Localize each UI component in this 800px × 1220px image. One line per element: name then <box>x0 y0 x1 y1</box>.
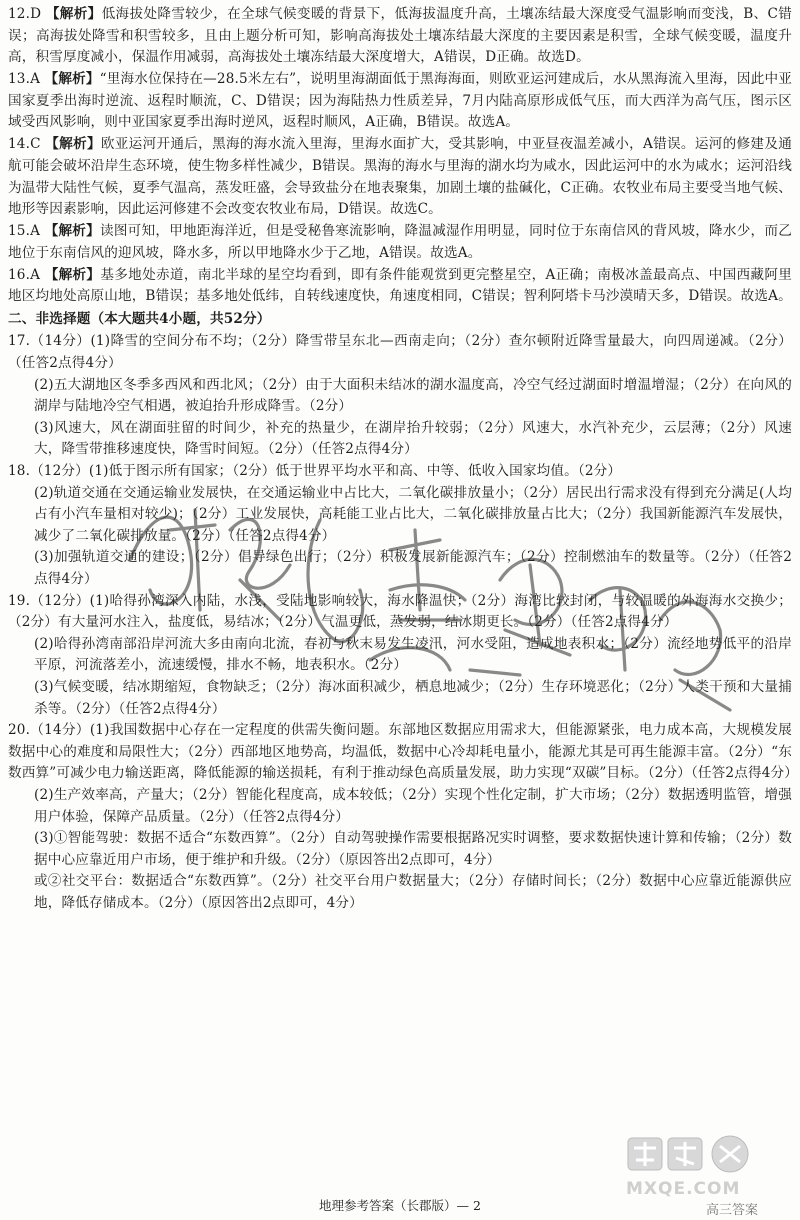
answer-q16 <box>8 265 792 308</box>
answer-q17-part2: (2)五大湖地区冬季多西风和西北风；（2分）由于大面积未结冰的湖水温度高，冷空气经过湖面时增温增湿；（2分）在向风的湖岸与陆地冷空气相遇，被迫抬升形成降雪。（2分） <box>34 376 792 415</box>
answer-content <box>8 4 798 915</box>
answer-q17-part1: 17.（14分）(1)降雪的空间分布不均；（2分）降雪带呈东北—西南走向；（2分）查尔顿附近降雪量最大，向四周递减。（2分）（任答2点得4分） <box>8 333 792 372</box>
answer-q19-part2: (2)哈得孙湾南部沿岸河流大多由南向北流，春初与秋末易发生凌汛，河水受阻，造成地表积水；（2分）流经地势低平的沿岸平原，河流落差小，流速缓慢，排水不畅，地表积水。（2分） <box>34 635 792 674</box>
answer-q20-part3: (3)①智能驾驶：数据不适合“东数西算”。（2分）自动驾驶操作需要根据路况实时调整，要求数据快速计算和传输；（2分）数据中心应靠近用户市场，便于维护和升级。（2分）（原因答出2点即可，4分） <box>34 830 792 868</box>
answer-q14 <box>8 134 792 220</box>
question-number: 13.A <box>8 71 41 88</box>
answer-text: 低海拔处降雪较少，在全球气候变暖的背景下，低海拔温度升高，土壤冻结最大深度受气温影响而变浅，B、C错误；高海拔处降雪和积雪较多，且由上题分析可知，影响高海拔处土壤冻结最大深度的主要因素是积雪，全球气候变暖，温度升高，积雪厚度减小，保温作用减弱，高海拔处土壤冻结最大深度增大，A错误，D正确。故选D。 <box>8 6 792 66</box>
answer-q18-part3: (3)加强轨道交通的建设；（2分）倡导绿色出行；（2分）积极发展新能源汽车；（2分）控制燃油车的数量等。（2分）（任答2点得4分） <box>34 549 792 587</box>
svg-text:MXQE.COM: MXQE.COM <box>626 1179 741 1199</box>
answer-q17-part3: (3)风速大，风在湖面驻留的时间少，补充的热量少，在湖岸抬升较弱；（2分）风速大，水汽补充少，云层薄；（2分）风速大，降雪带推移速度快，降雪时间短。（2分）（任答2点得4分） <box>34 419 792 458</box>
answer-q20-part1: 20.（14分）(1)我国数据中心存在一定程度的供需失衡问题。东部地区数据应用需求大，但能源紧张，电力成本高，大规模发展数据中心的难度和局限性大；（2分）西部地区地势高，均温低，数据中心冷却耗电量小，能源尤其是可再生能源丰富。（2分）“东数西算”可减少电力输送距离，降低能源的输送损耗，有利于推动绿色高质量发展，助力实现“双碳”目标。（2分）（任答2点得4分） <box>8 722 798 782</box>
answer-q20-part4: 或②社交平台：数据适合“东数西算”。（2分）社交平台用户数据量大；（2分）存储时间长；（2分）数据中心应靠近能源供应地，降低存储成本。（2分）（原因答出2点即可，4分） <box>34 873 792 911</box>
question-number: 12.D <box>8 6 42 22</box>
answer-text: “里海水位保持在—28.5米左右”，说明里海湖面低于黑海海面，则欧亚运河建成后，水从黑海流入里海，因此中亚国家夏季出海时逆流、返程时顺流，C、D错误；因为海陆热力性质差异，7月内陆高原形成低气压，而大西洋为高气压，图示区域受西风影响，则中亚国家夏季出海时逆风，返程时顺风，A正确，B错误。故选A。 <box>8 71 792 131</box>
answer-q18-part1: 18.（12分）(1)低于图示所有国家；（2分）低于世界平均水平和高、中等、低收入国家均值。（2分） <box>8 463 622 480</box>
svg-text:高三答案: 高三答案 <box>706 1203 759 1218</box>
analysis-tag: 【解析】 <box>44 266 101 283</box>
section-heading: 二、非选择题（本大题共4小题，共52分） <box>8 310 271 327</box>
answer-q13 <box>8 69 792 134</box>
answer-text: 欧亚运河开通后，黑海的海水流入里海，里海水面扩大，受其影响，中亚昼夜温差减小，A错误。运河的修建及通航可能会破坏沿岸生态环境，使生物多样性减少，B错误。黑海的海水与里海的湖水均为咸水，因此运河中的水为咸水；运河沿线为温带大陆性气候，夏季气温高，蒸发旺盛，会导致盐分在地表聚集，加剧土壤的盐碱化，C正确。农牧业布局主要受当地气候、地形等因素影响，因此运河修建不会改变农牧业布局，D错误。故选C。 <box>8 136 792 218</box>
answer-text: 读图可知，甲地距海洋近，但是受秘鲁寒流影响，降温减湿作用明显，同时位于东南信风的背风坡，降水少，而乙地位于东南信风的迎风坡，降水多，所以甲地降水少于乙地，A错误。故选A。 <box>8 223 792 261</box>
analysis-tag: 【解析】 <box>45 6 102 22</box>
question-number: 15.A <box>8 223 41 240</box>
answer-q12 <box>8 4 792 69</box>
answer-q19-part1: 19.（12分）(1)哈得孙湾深入内陆，水浅，受陆地影响较大，海水降温快；（2分）海湾比较封闭，与较温暖的外海海水交换少；（2分）有大量河水注入，盐度低，易结冰；（2分）气温更低，蒸发弱，结冰期更长。（2分）（任答2点得4分） <box>8 592 792 631</box>
question-number: 14.C <box>8 136 41 153</box>
answer-q19-part3: (3)气候变暖，结冰期缩短，食物缺乏；（2分）海冰面积减少，栖息地减少；（2分）生存环境恶化；（2分）人类干预和大量捕杀等。（2分）（任答2点得4分） <box>34 678 792 717</box>
page-footer: 地理参考答案（长郡版）— 2 <box>319 1198 481 1213</box>
answer-q18-part2: (2)轨道交通在交通运输业发展快，在交通运输业中占比大，二氧化碳排放量小；（2分）居民出行需求没有得到充分满足(人均占有小汽车量相对较少)；（2分）工业发展快，高耗能工业占比大，二氧化碳排放量占比大；（2分）我国新能源汽车发展快，减少了二氧化碳排放量。（2分）（任答2点得4分） <box>34 484 792 544</box>
analysis-tag: 【解析】 <box>44 71 100 88</box>
analysis-tag: 【解析】 <box>45 136 101 153</box>
answer-q15 <box>8 221 792 264</box>
answer-q20-part2: (2)生产效率高，产量大；（2分）智能化程度高，成本较低；（2分）实现个性化定制，扩大市场；（2分）数据透明监管，增强用户体验，保障产品质量。（2分）（任答2点得4分） <box>34 786 792 825</box>
analysis-tag: 【解析】 <box>44 223 100 240</box>
question-number: 16.A <box>8 266 41 283</box>
answer-text: 基多地处赤道，南北半球的星空均看到，即有条件能观赏到更完整星空，A正确；南极冰盖最高点、中国西藏阿里地区均地处高原山地，B错误；基多地处低纬，自转线速度快，角速度相同，C错误；智利阿塔卡马沙漠晴天多，D错误。故选A。 <box>8 266 792 305</box>
